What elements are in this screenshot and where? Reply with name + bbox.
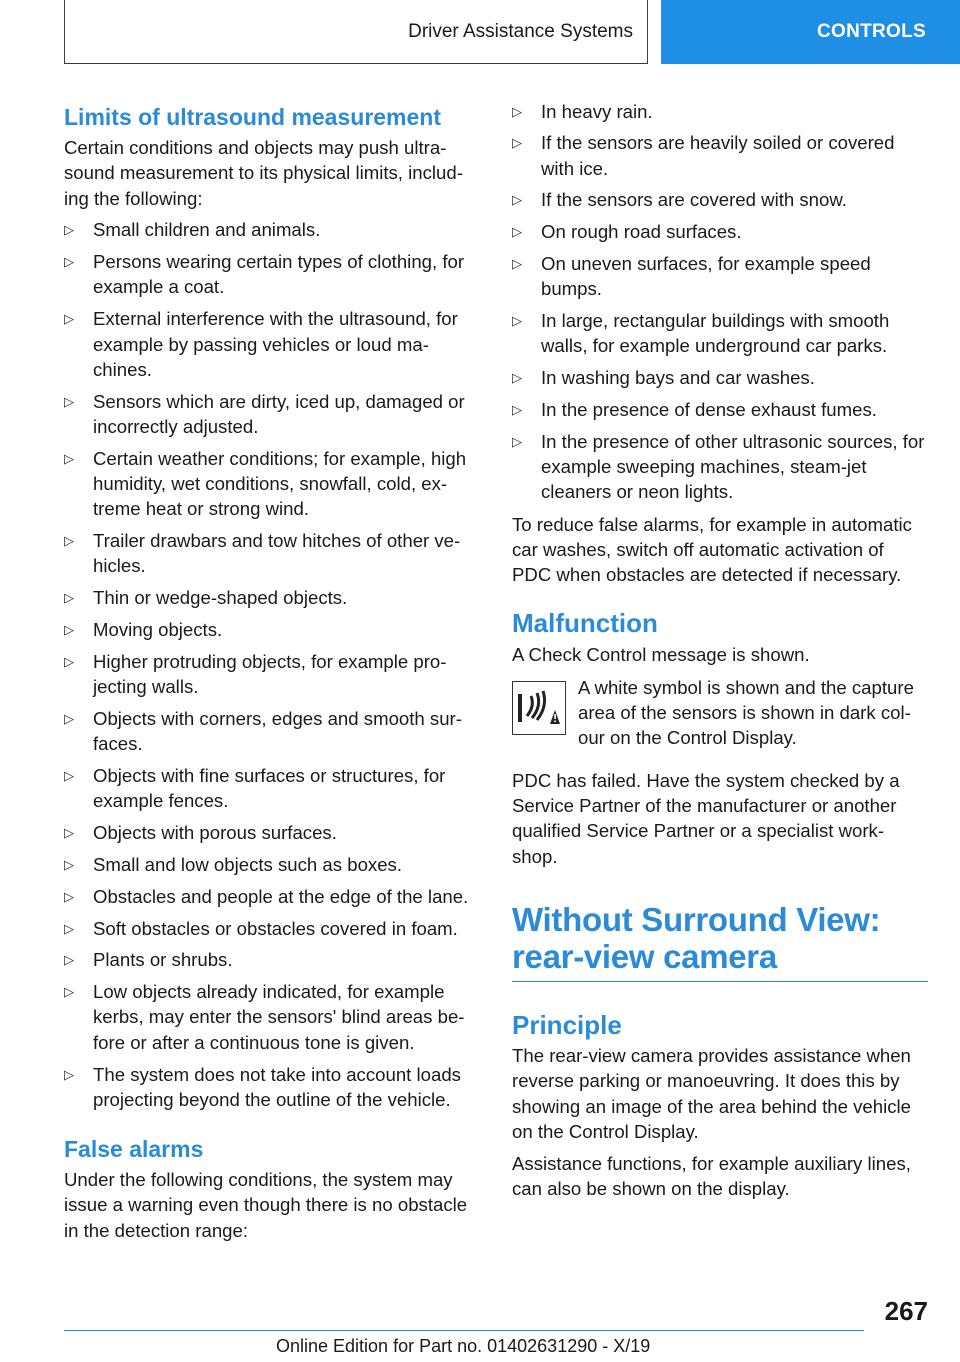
pdc-failed-text: PDC has failed. Have the system checked by a Service Partner of the manufacturer or another qualified Service Partner or a specialist work-shop. [512,769,900,867]
bullet-triangle-icon: ▷ [512,224,522,240]
bullet-triangle-icon: ▷ [64,653,74,669]
list-item-text: In the presence of other ultrasonic sources, for example sweeping machines, steam-jet cleaners or neon lights. [541,430,925,503]
list-item [64,979,478,1055]
list-item-text: If the sensors are covered with snow. [541,189,847,211]
principle-heading: Principle [512,1009,622,1040]
list-item-text: Thin or wedge-shaped objects. [93,587,348,609]
list-item-text: Higher protruding objects, for example pro-jecting walls. [93,650,447,698]
list-item [64,916,478,941]
bullet-triangle-icon: ▷ [64,622,74,638]
bullet-triangle-icon: ▷ [512,135,522,151]
bullet-triangle-icon: ▷ [64,450,74,466]
list-item [64,306,478,382]
list-item-text: Objects with corners, edges and smooth sur-faces. [93,707,462,755]
bullet-triangle-icon: ▷ [64,888,74,904]
list-item [64,249,478,300]
list-item [64,617,478,642]
symbol-description: A white symbol is shown and the capture area of the sensors is shown in dark col-our on the Control Display. [578,676,914,749]
bullet-triangle-icon: ▷ [64,311,74,327]
list-item-text: Objects with fine surfaces or structures, for example fences. [93,765,446,812]
false-alarms-intro: Under the following conditions, the system may issue a warning even though there is no obstacle in the detection range: [64,1169,468,1241]
left-column [64,100,478,1243]
list-item [64,217,478,242]
rear-view-camera-heading: Without Surround View: rear-view camera [512,901,928,982]
limits-intro: Certain conditions and objects may push ultra-sound measurement to its physical limits, includ-ing the following: [64,137,463,209]
list-item-text: External interference with the ultrasound, for example by passing vehicles or loud ma-chines. [93,308,458,380]
list-item-text: On uneven surfaces, for example speed bumps. [541,252,871,300]
list-item-text: Objects with porous surfaces. [93,822,337,844]
bullet-triangle-icon: ▷ [64,1066,74,1082]
list-item [512,99,928,124]
footer-edition: Online Edition for Part no. 01402631290 - X/19 [276,1336,651,1356]
list-item [64,947,478,972]
bullet-triangle-icon: ▷ [512,401,522,417]
bullet-triangle-icon: ▷ [64,254,74,270]
list-item [64,852,478,877]
false-alarms-outro: To reduce false alarms, for example in automatic car washes, switch off automatic activation of PDC when obstacles are detected if necessary. [512,513,912,586]
bullet-triangle-icon: ▷ [512,313,522,329]
list-item [512,187,928,212]
bullet-triangle-icon: ▷ [512,255,522,271]
bullet-triangle-icon: ▷ [64,952,74,968]
list-item [64,649,478,700]
bullet-triangle-icon: ▷ [512,103,522,119]
bullet-triangle-icon: ▷ [64,825,74,841]
list-item [512,308,928,359]
list-item [64,763,478,814]
footer-divider [64,1330,864,1331]
list-item-text: Obstacles and people at the edge of the lane. [93,885,469,907]
list-item [64,706,478,757]
symbol-info-row [512,675,928,751]
list-item [512,251,928,302]
list-item [512,429,928,505]
header-section-box [64,0,648,64]
list-item [64,528,478,579]
principle-text-1: The rear-view camera provides assistance when reverse parking or manoeuvring. It does this by showing an image of the area behind the vehicle on the Control Display. [512,1044,912,1142]
list-item-text: Soft obstacles or obstacles covered in foam. [93,917,458,939]
malfunction-heading: Malfunction [512,607,658,638]
list-item-text: Persons wearing certain types of clothing, for example a coat. [93,251,465,298]
malfunction-text: A Check Control message is shown. [512,643,810,665]
bullet-triangle-icon: ▷ [64,533,74,549]
limits-heading: Limits of ultrasound measurement [64,104,442,130]
bullet-triangle-icon: ▷ [64,768,74,784]
principle-text-2: Assistance functions, for example auxiliary lines, can also be shown on the display. [512,1153,911,1200]
bullet-triangle-icon: ▷ [64,984,74,1000]
list-item [64,585,478,610]
bullet-triangle-icon: ▷ [64,222,74,238]
list-item-text: If the sensors are heavily soiled or covered with ice. [541,132,895,179]
right-column [512,98,928,1202]
list-item-text: Small children and animals. [93,219,321,241]
list-item [64,820,478,845]
list-item-text: In heavy rain. [541,100,653,122]
list-item-text: Sensors which are dirty, iced up, damaged or incorrectly adjusted. [93,390,465,437]
list-item-text: In washing bays and car washes. [541,367,815,389]
bullet-triangle-icon: ▷ [512,433,522,449]
false-alarms-list [512,99,928,505]
bullet-triangle-icon: ▷ [512,370,522,386]
list-item-text: Trailer drawbars and tow hitches of other ve-hicles. [93,530,461,577]
bullet-triangle-icon: ▷ [64,590,74,606]
list-item [64,884,478,909]
pdc-warning-icon [512,681,566,735]
list-item-text: On rough road surfaces. [541,221,742,243]
list-item-text: Plants or shrubs. [93,949,233,971]
list-item [512,130,928,181]
bullet-triangle-icon: ▷ [64,856,74,872]
list-item-text: In large, rectangular buildings with smooth walls, for example underground car parks. [541,310,890,357]
header-section-title: Driver Assistance Systems [408,20,633,42]
list-item-text: Moving objects. [93,619,223,641]
list-item [64,1062,478,1113]
bullet-triangle-icon: ▷ [64,920,74,936]
list-item [512,397,928,422]
list-item-text: Certain weather conditions; for example, high humidity, wet conditions, snowfall, cold, ex-treme heat or strong wind. [93,447,467,520]
list-item [512,219,928,244]
page-number: 267 [884,1296,928,1326]
list-item-text: Low objects already indicated, for example kerbs, may enter the sensors' blind areas be-fore or after a continuous tone is given. [93,981,465,1053]
limits-list [64,217,478,1112]
list-item-text: In the presence of dense exhaust fumes. [541,398,877,420]
bullet-triangle-icon: ▷ [64,710,74,726]
list-item [64,446,478,522]
header-chapter-tab [661,0,960,64]
bullet-triangle-icon: ▷ [64,393,74,409]
list-item-text: The system does not take into account loads projecting beyond the outline of the vehicle. [93,1063,461,1110]
list-item [512,365,928,390]
list-item-text: Small and low objects such as boxes. [93,853,403,875]
bullet-triangle-icon: ▷ [512,192,522,208]
list-item [64,389,478,440]
header-chapter-title: CONTROLS [816,21,926,42]
false-alarms-heading: False alarms [64,1136,204,1163]
